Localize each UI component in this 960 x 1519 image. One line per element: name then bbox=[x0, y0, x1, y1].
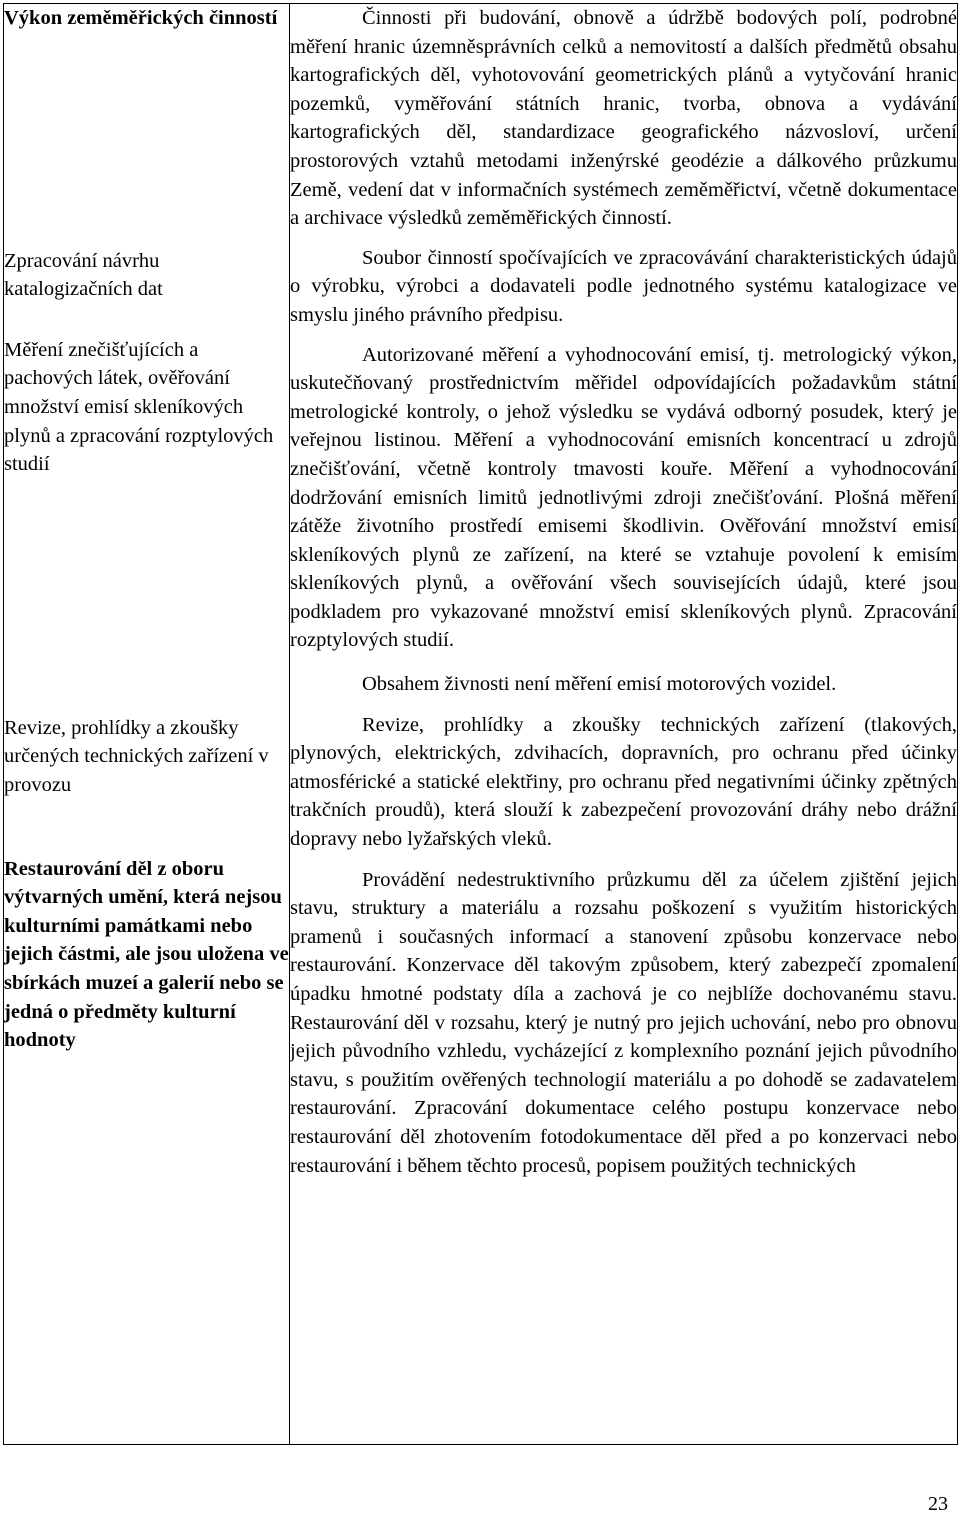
heading-emission-measurement: Měření znečišťujících a pachových látek, ověřování množství emisí skleníkových plynů a zpracování rozptylových studií bbox=[4, 338, 274, 476]
heading-technical-inspections: Revize, prohlídky a zkoušky určených technických zařízení v provozu bbox=[4, 716, 269, 796]
heading-catalogization: Zpracování návrhu katalogizačních dat bbox=[4, 249, 163, 301]
left-column-cell bbox=[4, 4, 290, 1445]
trade-activities-table bbox=[3, 3, 958, 1445]
text-emission-measurement: Autorizované měření a vyhodnocování emisí, tj. metrologický výkon, uskutečňovaný prostřednictvím měřidel odpovídajících požadavkům státní metrologické kontroly, o jehož výsledku se vydává odborný posudek, který je veřejnou listinou. Měření a vyhodnocování emisních koncentrací u zdrojů znečišťování, včetně kontroly tmavosti kouře. Měření a vyhodnocování dodržování emisních limitů jednotlivými zdroji znečišťování. Plošná měření zátěže životního prostředí emisemi škodlivin. Ověřování množství emisí skleníkových plynů ze zařízení, na které se vztahuje povolení k emisím skleníkových plynů, a ověřování všech souvisejících údajů, které jsou podkladem pro vykazované množství emisí skleníkových plynů. Zpracování rozptylových studií. bbox=[290, 343, 957, 652]
text-catalogization: Soubor činností spočívajících ve zpracovávání charakteristických údajů o výrobku, výrobci a dodavateli podle jednotného systému katalogizace ve smyslu jiného právního předpisu. bbox=[290, 246, 957, 326]
heading-surveying: Výkon zeměměřických činností bbox=[4, 7, 278, 29]
text-surveying: Činnosti při budování, obnově a údržbě bodových polí, podrobné měření hranic územněsprávních celků a nemovitostí a dalších předmětů obsahu kartografických děl, vyhotovování geometrických plánů a vytyčování hranic pozemků, vyměřování státních hranic, tvorba, obnova a vydávání kartografických děl, standardizace geografického názvosloví, určení prostorových vztahů metodami inženýrské geodézie a dálkového průzkumu Země, vedení dat v informačních systémech zeměměřictví, včetně dokumentace a archivace výsledků zeměměřických činností. bbox=[290, 7, 957, 230]
text-art-restoration: Provádění nedestruktivního průzkumu děl za účelem zjištění jejich stavu, struktury a materiálu a rozsahu poškození s využitím historických pramenů i současných informací a stanovení způsobu konzervace nebo restaurování. Konzervace děl takovým způsobem, který zabezpečí zpomalení úpadku hmotné podstaty díla a zachová je co nejblíže dochovanému stavu. Restaurování děl v rozsahu, který je nutný pro jejich uchování, nebo pro obnovu jejich původního vzhledu, vycházející z komplexního poznání jejich původního stavu, s použitím ověřených technologií materiálu a po dohodě se zadavatelem restaurování. Zpracování dokumentace celého postupu konzervace nebo restaurování děl zhotovením fotodokumentace děl před a po konzervaci nebo restaurování i během těchto procesů, popisem použitých technických bbox=[290, 868, 957, 1177]
heading-art-restoration: Restaurování děl z oboru výtvarných umění, která nejsou kulturními památkami nebo jejich částmi, ale jsou uložena ve sbírkách muzeí a galerií nebo se jedná o předměty kulturní hodnoty bbox=[4, 857, 289, 1052]
right-column-cell bbox=[290, 4, 958, 1445]
table-row bbox=[4, 4, 958, 1445]
text-emission-exclusion: Obsahem živnosti není měření emisí motorových vozidel. bbox=[362, 673, 837, 696]
text-technical-inspections: Revize, prohlídky a zkoušky technických zařízení (tlakových, plynových, elektrických, zdvihacích, dopravních, pro ochranu před účinky atmosférické a statické elektřiny, pro ochranu před negativními účinky zpětných trakčních proudů), která slouží k zabezpečení provozování dráhy nebo drážní dopravy nebo lyžařských vleků. bbox=[290, 713, 957, 851]
page-number: 23 bbox=[928, 1493, 948, 1515]
